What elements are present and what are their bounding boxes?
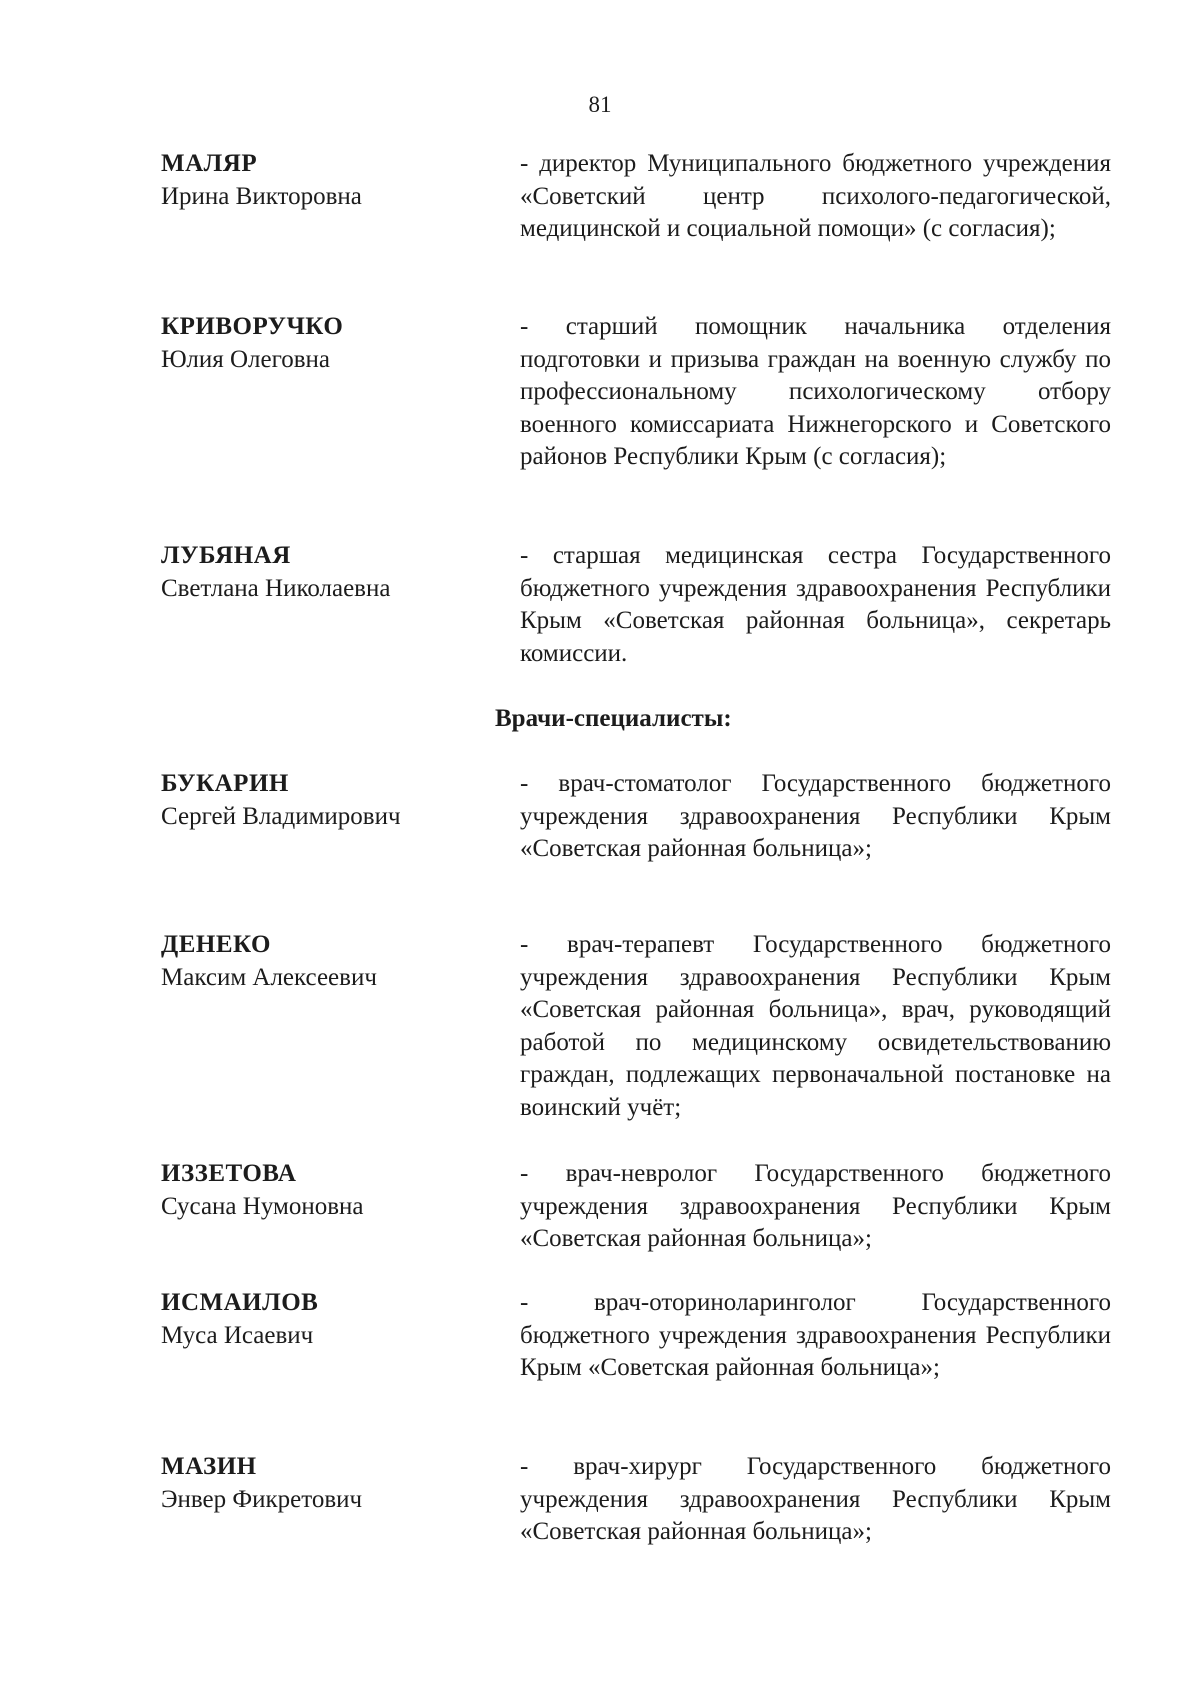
specialist-role <box>520 1451 1111 1549</box>
specialist-surname: ИЗЗЕТОВА <box>161 1160 297 1187</box>
specialist-given-names: Сергей Владимирович <box>161 802 401 830</box>
specialist-role <box>520 1287 1111 1385</box>
page-number: 81 <box>588 92 612 117</box>
specialist-role-text: - врач-стоматолог Государственного бюджетного учреждения здравоохранения Республики Крым «Советская районная больница»; <box>520 770 1111 862</box>
specialist-role <box>520 1158 1111 1256</box>
specialist-given-names: Сусана Нумоновна <box>161 1192 364 1220</box>
member-surname: КРИВОРУЧКО <box>161 313 344 340</box>
member-name-block <box>161 311 491 376</box>
specialist-name-block <box>161 1451 491 1516</box>
specialist-role-text: - врач-оториноларинголог Государственного бюджетного учреждения здравоохранения Республики Крым «Советская районная больница»; <box>520 1289 1111 1381</box>
member-role <box>520 148 1111 246</box>
member-role <box>520 311 1111 474</box>
specialist-surname: МАЗИН <box>161 1453 257 1480</box>
specialist-role-text: - врач-терапевт Государственного бюджетного учреждения здравоохранения Республики Крым «Советская районная больница», врач, руководящий работой по медицинскому освидетельствованию граждан, подлежащих первоначальной постановке на воинский учёт; <box>520 931 1111 1121</box>
member-surname: ЛУБЯНАЯ <box>161 542 291 569</box>
member-given-names: Ирина Викторовна <box>161 182 362 210</box>
specialist-role-text: - врач-хирург Государственного бюджетного учреждения здравоохранения Республики Крым «Советская районная больница»; <box>520 1453 1111 1545</box>
specialist-surname: БУКАРИН <box>161 770 289 797</box>
specialist-role-text: - врач-невролог Государственного бюджетного учреждения здравоохранения Республики Крым «Советская районная больница»; <box>520 1160 1111 1252</box>
member-role-text: - старший помощник начальника отделения подготовки и призыва граждан на военную службу по профессиональному психологическому отбору военного комиссариата Нижнегорского и Советского районов Республики Крым (с согласия); <box>520 313 1111 470</box>
member-given-names: Юлия Олеговна <box>161 345 331 373</box>
specialist-name-block <box>161 1287 491 1352</box>
member-role <box>520 540 1111 670</box>
member-role-text: - директор Муниципального бюджетного учреждения «Советский центр психолого-педагогической, медицинской и социальной помощи» (с согласия); <box>520 150 1111 242</box>
member-role-text: - старшая медицинская сестра Государственного бюджетного учреждения здравоохранения Республики Крым «Советская районная больница», секретарь комиссии. <box>520 542 1111 667</box>
specialist-role <box>520 929 1111 1124</box>
specialist-given-names: Энвер Фикретович <box>161 1485 363 1513</box>
member-name-block <box>161 540 491 605</box>
specialist-role <box>520 768 1111 866</box>
specialist-given-names: Максим Алексеевич <box>161 963 377 991</box>
specialist-surname: ДЕНЕКО <box>161 931 271 958</box>
specialist-name-block <box>161 1158 491 1223</box>
specialist-given-names: Муса Исаевич <box>161 1321 314 1349</box>
member-name-block <box>161 148 491 213</box>
member-surname: МАЛЯР <box>161 150 258 177</box>
member-given-names: Светлана Николаевна <box>161 574 391 602</box>
specialist-name-block <box>161 929 491 994</box>
specialist-surname: ИСМАИЛОВ <box>161 1289 319 1316</box>
section-heading: Врачи-специалисты: <box>495 705 732 732</box>
specialist-name-block <box>161 768 491 833</box>
